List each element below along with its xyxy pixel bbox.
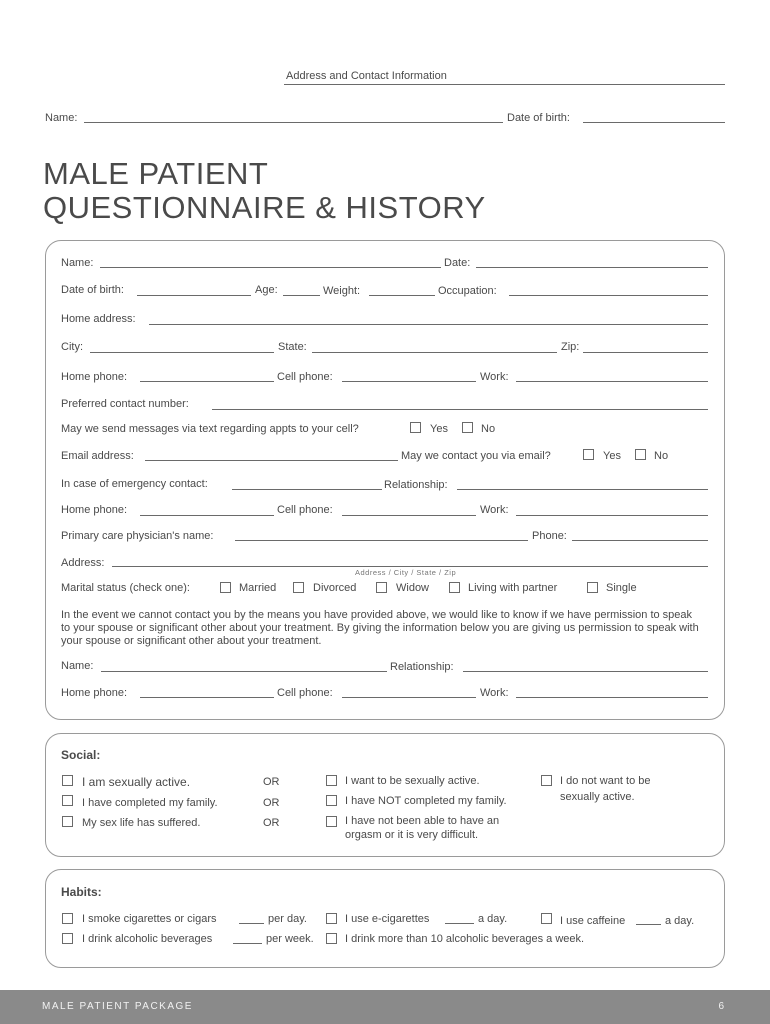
ecig-label: I use e-cigarettes xyxy=(345,913,430,925)
cell-phone-field[interactable] xyxy=(342,381,476,382)
ecig-a-day-label: a day. xyxy=(478,913,508,925)
emergency-work-phone-field[interactable] xyxy=(516,515,708,516)
emergency-home-phone-field[interactable] xyxy=(140,515,274,516)
spouse-home-phone-label: Home phone: xyxy=(61,687,128,699)
orgasm-difficult-label-1: I have not been able to have an xyxy=(345,815,500,827)
single-label: Single xyxy=(606,582,637,594)
emergency-home-phone-label: Home phone: xyxy=(61,504,128,516)
social-heading: Social: xyxy=(61,748,101,762)
preferred-contact-field[interactable] xyxy=(212,409,708,410)
email-label: Email address: xyxy=(61,450,134,462)
date-field[interactable] xyxy=(476,267,708,268)
widow-checkbox[interactable] xyxy=(376,582,387,593)
home-address-label: Home address: xyxy=(61,313,136,325)
smoke-count-field[interactable] xyxy=(239,923,264,924)
married-checkbox[interactable] xyxy=(220,582,231,593)
want-sexually-active-label: I want to be sexually active. xyxy=(345,775,480,787)
completed-family-checkbox[interactable] xyxy=(62,795,73,806)
weight-field[interactable] xyxy=(369,295,435,296)
zip-field[interactable] xyxy=(583,352,708,353)
marital-status-label: Marital status (check one): xyxy=(61,582,190,594)
divorced-label: Divorced xyxy=(313,582,357,594)
caffeine-label: I use caffeine xyxy=(560,915,626,927)
emergency-relationship-label: Relationship: xyxy=(384,479,448,491)
home-address-field[interactable] xyxy=(149,324,708,325)
want-sexually-active-checkbox[interactable] xyxy=(326,775,337,786)
sexually-active-checkbox[interactable] xyxy=(62,775,73,786)
pcp-address-field[interactable] xyxy=(112,566,708,567)
age-label: Age: xyxy=(255,284,278,296)
married-label: Married xyxy=(239,582,277,594)
sex-life-suffered-label: My sex life has suffered. xyxy=(82,817,201,829)
spouse-cell-phone-label: Cell phone: xyxy=(277,687,333,699)
emergency-cell-phone-field[interactable] xyxy=(342,515,476,516)
sex-life-suffered-checkbox[interactable] xyxy=(62,816,73,827)
dob-field[interactable] xyxy=(137,295,251,296)
page-footer xyxy=(0,990,770,1024)
emergency-contact-field[interactable] xyxy=(232,489,382,490)
divorced-checkbox[interactable] xyxy=(293,582,304,593)
dob-label: Date of birth: xyxy=(61,284,124,296)
occupation-field[interactable] xyxy=(509,295,708,296)
name-field[interactable] xyxy=(100,267,441,268)
date-label: Date: xyxy=(444,257,471,269)
ecig-count-field[interactable] xyxy=(445,923,474,924)
alcohol-label: I drink alcoholic beverages xyxy=(82,933,213,945)
name-label: Name: xyxy=(61,257,94,269)
caffeine-a-day-label: a day. xyxy=(665,915,695,927)
spouse-cell-phone-field[interactable] xyxy=(342,697,476,698)
pcp-name-field[interactable] xyxy=(235,540,528,541)
occupation-label: Occupation: xyxy=(438,285,497,297)
emergency-cell-phone-label: Cell phone: xyxy=(277,504,333,516)
single-checkbox[interactable] xyxy=(587,582,598,593)
or-label-2: OR xyxy=(263,797,280,809)
text-no-checkbox[interactable] xyxy=(462,422,473,433)
preferred-contact-label: Preferred contact number: xyxy=(61,398,189,410)
section-title-rule xyxy=(284,84,725,85)
spouse-work-label: Work: xyxy=(480,687,509,699)
or-label-1: OR xyxy=(263,776,280,788)
smoke-per-day-label: per day. xyxy=(268,913,307,925)
emergency-contact-label: In case of emergency contact: xyxy=(61,478,208,490)
home-phone-field[interactable] xyxy=(140,381,274,382)
text-question: May we send messages via text regarding appts to your cell? xyxy=(61,423,359,435)
pcp-address-label: Address: xyxy=(61,557,105,569)
ecig-checkbox[interactable] xyxy=(326,913,337,924)
not-completed-family-label: I have NOT completed my family. xyxy=(345,795,507,807)
emergency-relationship-field[interactable] xyxy=(457,489,708,490)
alcohol-per-week-label: per week. xyxy=(266,933,314,945)
header-name-label: Name: xyxy=(45,112,78,124)
caffeine-checkbox[interactable] xyxy=(541,913,552,924)
page-title-line1: MALE PATIENT xyxy=(43,156,269,191)
living-with-partner-label: Living with partner xyxy=(468,582,558,594)
page-number: 6 xyxy=(718,1001,724,1012)
zip-label: Zip: xyxy=(561,341,580,353)
email-no-checkbox[interactable] xyxy=(635,449,646,460)
alcohol-10-label: I drink more than 10 alcoholic beverages a week. xyxy=(345,933,585,945)
pcp-phone-field[interactable] xyxy=(572,540,708,541)
permission-paragraph: In the event we cannot contact you by the means you have provided above, we would like to know if we have permission to speak to your spouse or significant other about your treatment. By giving the information below you are giving us permission to speak with your spouse or significant other about your treatment. xyxy=(61,609,699,647)
orgasm-difficult-label-2: orgasm or it is very difficult. xyxy=(345,829,479,841)
orgasm-difficult-checkbox[interactable] xyxy=(326,816,337,827)
not-completed-family-checkbox[interactable] xyxy=(326,795,337,806)
completed-family-label: I have completed my family. xyxy=(82,797,218,809)
not-want-sexually-active-label-2: sexually active. xyxy=(560,791,635,803)
pcp-phone-label: Phone: xyxy=(532,530,567,542)
alcohol-count-field[interactable] xyxy=(233,943,262,944)
cell-phone-label: Cell phone: xyxy=(277,371,333,383)
smoke-label: I smoke cigarettes or cigars xyxy=(82,913,217,925)
header-dob-field[interactable] xyxy=(583,122,725,123)
email-yes-label: Yes xyxy=(603,450,621,462)
email-field[interactable] xyxy=(145,460,398,461)
spouse-relationship-field[interactable] xyxy=(463,671,708,672)
smoke-checkbox[interactable] xyxy=(62,913,73,924)
spouse-relationship-label: Relationship: xyxy=(390,661,454,673)
sexually-active-label: I am sexually active. xyxy=(82,775,191,789)
text-yes-label: Yes xyxy=(430,423,448,435)
footer-label: MALE PATIENT PACKAGE xyxy=(42,1001,193,1012)
or-label-3: OR xyxy=(263,817,280,829)
section-title: Address and Contact Information xyxy=(286,70,447,82)
state-label: State: xyxy=(278,341,307,353)
alcohol-checkbox[interactable] xyxy=(62,933,73,944)
header-name-field[interactable] xyxy=(84,122,503,123)
pcp-name-label: Primary care physician's name: xyxy=(61,530,214,542)
not-want-sexually-active-checkbox[interactable] xyxy=(541,775,552,786)
header-dob-label: Date of birth: xyxy=(507,112,570,124)
text-no-label: No xyxy=(481,423,496,435)
page-title-line2: QUESTIONNAIRE & HISTORY xyxy=(43,190,486,225)
emergency-work-label: Work: xyxy=(480,504,509,516)
widow-label: Widow xyxy=(396,582,430,594)
address-hint: Address / City / State / Zip xyxy=(355,568,457,577)
work-label: Work: xyxy=(480,371,509,383)
email-question: May we contact you via email? xyxy=(401,450,551,462)
living-with-partner-checkbox[interactable] xyxy=(449,582,460,593)
weight-label: Weight: xyxy=(323,285,361,297)
text-yes-checkbox[interactable] xyxy=(410,422,421,433)
email-no-label: No xyxy=(654,450,669,462)
city-label: City: xyxy=(61,341,83,353)
habits-heading: Habits: xyxy=(61,885,102,899)
email-yes-checkbox[interactable] xyxy=(583,449,594,460)
spouse-name-label: Name: xyxy=(61,660,94,672)
state-field[interactable] xyxy=(312,352,557,353)
spouse-name-field[interactable] xyxy=(101,671,387,672)
age-field[interactable] xyxy=(283,295,320,296)
work-phone-field[interactable] xyxy=(516,381,708,382)
not-want-sexually-active-label-1: I do not want to be xyxy=(560,775,651,787)
spouse-home-phone-field[interactable] xyxy=(140,697,274,698)
spouse-work-phone-field[interactable] xyxy=(516,697,708,698)
alcohol-10-checkbox[interactable] xyxy=(326,933,337,944)
caffeine-count-field[interactable] xyxy=(636,924,661,925)
home-phone-label: Home phone: xyxy=(61,371,128,383)
city-field[interactable] xyxy=(90,352,274,353)
